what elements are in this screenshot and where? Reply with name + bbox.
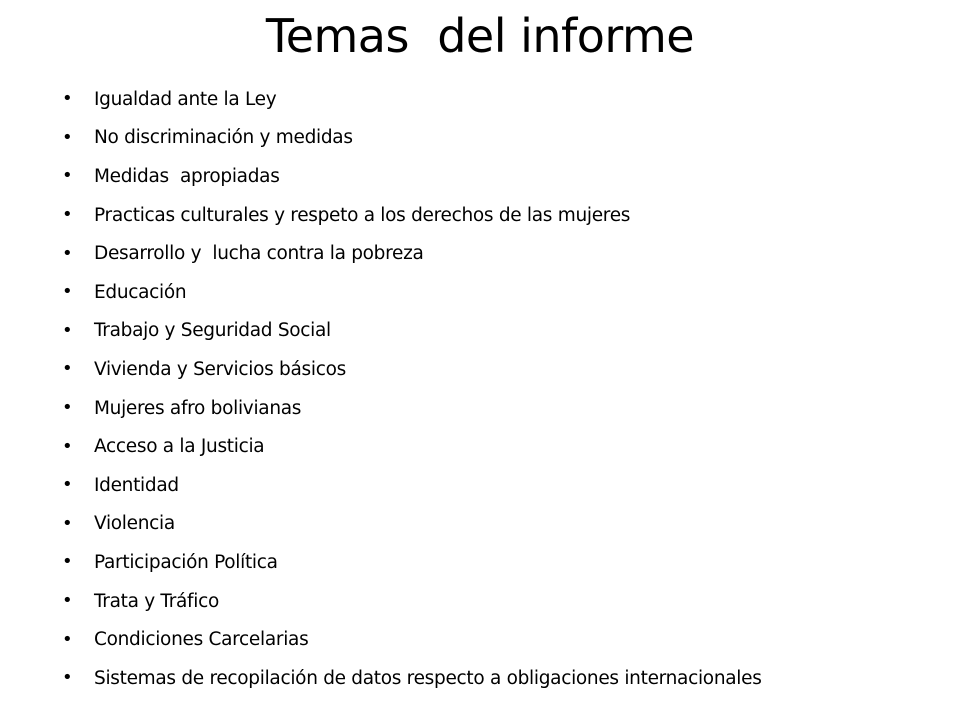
list-item-text: Trabajo y Seguridad Social [94, 320, 331, 342]
list-item-text: Trata y Tráfico [94, 590, 219, 612]
list-item-text: Acceso a la Justicia [94, 436, 265, 458]
bullet-icon: • [62, 319, 73, 341]
list-item-text: Violencia [94, 513, 175, 535]
bullet-icon: • [62, 590, 73, 612]
bullet-icon: • [62, 435, 73, 457]
list-item-text: Practicas culturales y respeto a los derechos de las mujeres [94, 204, 631, 226]
list-item [62, 312, 942, 351]
list-item [62, 620, 942, 659]
bullet-icon: • [62, 242, 73, 264]
bullet-icon: • [62, 628, 73, 650]
bullet-icon: • [62, 126, 73, 148]
list-item [62, 273, 942, 312]
list-item [62, 582, 942, 621]
list-item-text: Educación [94, 281, 187, 303]
list-item [62, 157, 942, 196]
list-item-text: Igualdad ante la Ley [94, 88, 277, 110]
bullet-icon: • [62, 397, 73, 419]
list-item [62, 196, 942, 235]
list-item [62, 119, 942, 158]
list-item-text: Participación Política [94, 551, 278, 573]
list-item [62, 543, 942, 582]
list-item [62, 505, 942, 544]
bullet-icon: • [62, 512, 73, 534]
topic-list [62, 80, 942, 698]
list-item [62, 234, 942, 273]
list-item-text: Condiciones Carcelarias [94, 629, 309, 651]
list-item-text: Medidas apropiadas [94, 165, 280, 187]
list-item-text: Vivienda y Servicios básicos [94, 358, 346, 380]
bullet-icon: • [62, 667, 73, 689]
list-item-text: Sistemas de recopilación de datos respecto a obligaciones internacionales [94, 667, 762, 689]
list-item [62, 659, 942, 698]
list-item [62, 350, 942, 389]
slide-title: Temas del informe [265, 9, 695, 63]
list-item [62, 466, 942, 505]
bullet-icon: • [62, 88, 73, 110]
list-item-text: Desarrollo y lucha contra la pobreza [94, 243, 424, 265]
list-item-text: Mujeres afro bolivianas [94, 397, 302, 419]
bullet-icon: • [62, 165, 73, 187]
bullet-icon: • [62, 281, 73, 303]
list-item-text: Identidad [94, 474, 179, 496]
bullet-icon: • [62, 474, 73, 496]
list-item [62, 427, 942, 466]
bullet-icon: • [62, 204, 73, 226]
list-item-text: No discriminación y medidas [94, 127, 353, 149]
list-item [62, 389, 942, 428]
bullet-icon: • [62, 358, 73, 380]
list-item [62, 80, 942, 119]
bullet-icon: • [62, 551, 73, 573]
